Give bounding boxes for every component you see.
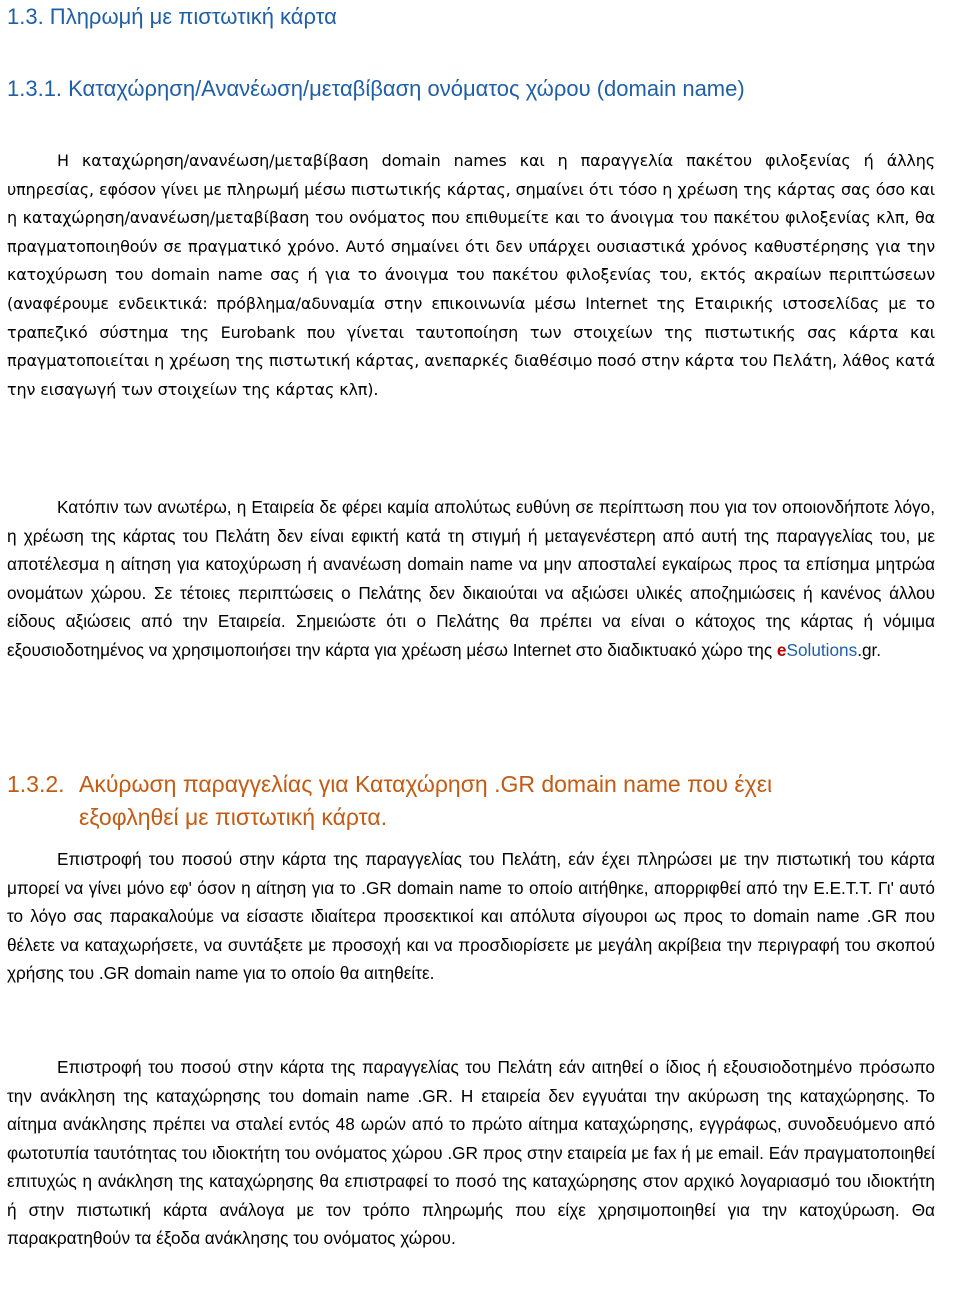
paragraph-refund-rejection: Επιστροφή του ποσού στην κάρτα της παραγγελίας του Πελάτη, εάν έχει πληρώσει με την πιστωτική του κάρτα μπορεί να γίνει μόνο εφ' όσον η αίτηση για το .GR domain name το οποίο αιτήθηκε, απορριφθεί από την Ε.Ε.Τ.Τ. Γι' αυτό το λόγο σας παρακαλούμε να είσαστε ιδιαίτερα προσεκτικοί και απόλυτα σίγουροι ως προς το domain name .GR που θέλετε να καταχωρήσετε, να συντάξετε με προσοχή και να προσδιορίσετε με μεγάλη ακρίβεια την περιγραφή του σκοπού χρήσης του .GR domain name για το οποίο θα αιτηθείτε. [7, 849, 935, 983]
section-heading: 1.3. Πληρωμή με πιστωτική κάρτα [7, 4, 337, 29]
paragraph-refund-revocation: Επιστροφή του ποσού στην κάρτα της παραγγελίας του Πελάτη εάν αιτηθεί ο ίδιος ή εξουσιοδοτημένο πρόσωπο την ανάκληση της καταχώρησης του domain name .GR. Η εταιρεία δεν εγγυάται την ακύρωση της καταχώρησης. Το αίτημα ανάκλησης πρέπει να σταλεί εντός 48 ωρών από το πρώτο αίτημα καταχώρησης, εγγράφως, συνοδευόμενο από φωτοτυπία ταυτότητας του ιδιοκτήτη του ονόματος χώρου .GR προς στην εταιρεία με fax ή με email. Εάν πραγματοποιηθεί επιτυχώς η ανάκληση της καταχώρησης θα επιστραφεί το ποσό της καταχώρησης στον αρχικό λογαριασμό του ιδιοκτήτη ή στην πιστωτική κάρτα ανάλογα με τον τρόπο πληρωμής που είχε χρησιμοποιηθεί για την κατοχύρωση. Θα παρακρατηθούν τα έξοδα ανάκλησης του ονόματος χώρου. [7, 1057, 935, 1248]
brand-logo-solutions: Solutions [786, 639, 858, 660]
subsection-number: 1.3.2. [7, 771, 65, 797]
brand-logo-e: e [776, 639, 787, 660]
brand-domain-suffix: .gr. [857, 639, 882, 660]
subsection-title-line1: Ακύρωση παραγγελίας για Καταχώρηση .GR domain name που έχει [79, 771, 773, 797]
paragraph-liability-text: Κατόπιν των ανωτέρω, η Εταιρεία δε φέρει καμία απολύτως ευθύνη σε περίπτωση που για τον οποιονδήποτε λόγο, η χρέωση της κάρτας του Πελάτη δεν είναι εφικτή κατά τη στιγμή ή μεταγενέστερη από αυτή της παραγγελίας του, με αποτέλεσμα η αίτηση για κατοχύρωση ή ανανέωση domain name να μην αποσταλεί εγκαίρως προς τα επίσημα μητρώα ονομάτων χώρου. Σε τέτοιες περιπτώσεις ο Πελάτης δεν δικαιούται να αξιώσει υλικές αποζημιώσεις ή κανένος άλλου είδους αξιώσεις από την Εταιρεία. Σημειώστε ότι ο Πελάτης θα πρέπει να είναι ο κάτοχος της κάρτας ή νόμιμα εξουσιοδοτημένος να χρησιμοποιήσει την κάρτα για χρέωση μέσω Internet στο διαδικτυακό χώρο της [7, 497, 935, 660]
subsection-heading-1-3-1: 1.3.1. Καταχώρηση/Ανανέωση/μεταβίβαση ονόματος χώρου (domain name) [7, 76, 745, 101]
subsection-heading-1-3-2 [7, 768, 772, 834]
paragraph-liability [7, 493, 935, 664]
paragraph-realtime-payment: Η καταχώρηση/ανανέωση/μεταβίβαση domain names και η παραγγελία πακέτου φιλοξενίας ή άλλης υπηρεσίας, εφόσον γίνει με πληρωμή μέσω πιστωτικής κάρτας, σημαίνει ότι τόσο η χρέωση της κάρτας σας όσο και η καταχώρηση/ανανέωση/μεταβίβαση του ονόματος που επιθυμείτε και το άνοιγμα του πακέτου φιλοξενίας κλπ, θα πραγματοποιηθούν σε πραγματικό χρόνο. Αυτό σημαίνει ότι δεν υπάρχει ουσιαστικά χρόνος καθυστέρησης για την κατοχύρωση του domain name σας ή για το άνοιγμα του πακέτου φιλοξενίας του, εκτός ακραίων περιπτώσεων (αναφέρουμε ενδεικτικά: πρόβλημα/αδυναμία στην επικοινωνία μέσω Internet της Εταιρικής ιστοσελίδας με το τραπεζικό σύστημα της Eurobank που γίνεται ταυτοποίηση των στοιχείων της πιστωτικής σας κάρτα και πραγματοποιείται η χρέωση της πιστωτική κάρτας, ανεπαρκές διαθέσιμο ποσό στην κάρτα του Πελάτη, λάθος κατά την εισαγωγή των στοιχείων της κάρτας κλπ). [7, 151, 935, 399]
subsection-title-line2: εξοφληθεί με πιστωτική κάρτα. [79, 804, 388, 830]
